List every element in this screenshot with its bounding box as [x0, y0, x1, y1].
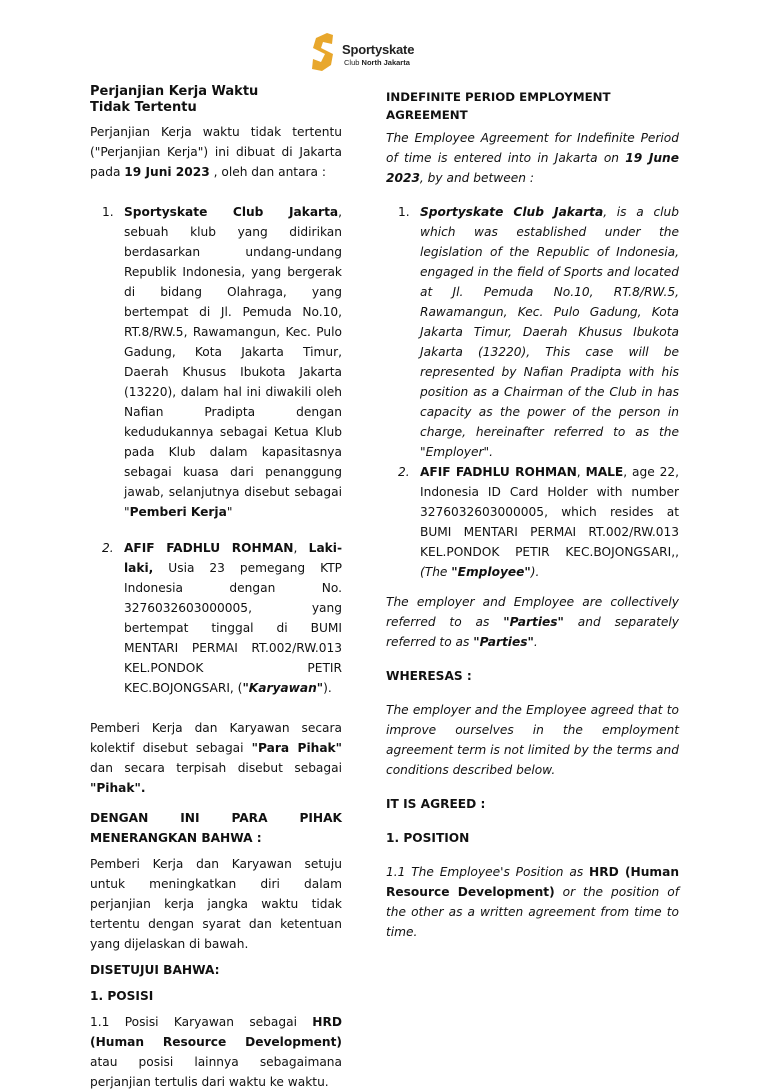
whereas-heading: DENGAN INI PARA PIHAK MENERANGKAN BAHWA :: [90, 811, 342, 845]
whereas-heading-en: WHERESAS :: [386, 669, 472, 683]
party-employee-en: 2. AFIF FADHLU ROHMAN, MALE, age 22, Indonesia ID Card Holder with number 3276032603000005, which resides at BUMI MENTARI PERMAI RT.002/RW.013 KEL.PONDOK PETIR KEC.BOJONGSARI,, (The "Employee").: [398, 465, 679, 579]
party-employer-en: 1. Sportyskate Club Jakarta, is a club which was established under the legislation of the Republic of Indonesia, engaged in the field of Sports and located at Jl. Pemuda No.10, RT.8/RW.5, Rawamangun, Kec. Pulo Gadung, Kota Jakarta Timur, Daerah Khusus Ibukota Jakarta (13220), This case will be represented by Nafian Pradipta with his position as a Chairman of the Club in has capacity as the power of the person in charge, hereinafter referred to as the "Employer".: [398, 205, 680, 459]
whereas-text: Pemberi Kerja dan Karyawan setuju untuk meningkatkan diri dalam perjanjian kerja jangka waktu tidak tertentu dengan syarat dan ketentuan yang dijelaskan di bawah.: [90, 857, 342, 951]
logo-brand: Sportyskate: [342, 42, 415, 57]
party-employer: 1. Sportyskate Club Jakarta, sebuah klub yang didirikan berdasarkan undang-undang Republik Indonesia, yang bergerak di bidang Olahraga, yang bertempat di Jl. Pemuda No.10, RT.8/RW.5, Rawamangun, Kec. Pulo Gadung, Kota Jakarta Timur, Daerah Khusus Ibukota Jakarta (13220), dalam hal ini diwakili oleh Nafian Pradipta dengan kedudukannya sebagai Ketua Klub pada Klub dalam kapasitasnya sebagai kuasa dari penanggung jawab, selanjutnya disebut sebagai "Pemberi Kerja": [102, 205, 342, 519]
position-heading-en: 1. POSITION: [386, 831, 470, 845]
position-text: 1.1 Posisi Karyawan sebagai HRD (Human Resource Development) atau posisi lainnya sebagaimana perjanjian tertulis dari waktu ke waktu.: [90, 1015, 342, 1089]
whereas-text-en: The employer and the Employee agreed that to improve ourselves in the employment agreement term is not limited by the terms and conditions described below.: [386, 703, 679, 777]
logo: [310, 30, 430, 74]
english-column: [386, 84, 679, 942]
party-employee: 2. AFIF FADHLU ROHMAN, Laki-laki, Usia 23 pemegang KTP Indonesia dengan No. 3276032603000005, yang bertempat tinggal di BUMI MENTARI PERMAI RT.002/RW.013 KEL.PONDOK PETIR KEC.BOJONGSARI, ("Karyawan").: [102, 541, 343, 695]
parties-list-en: [386, 202, 679, 582]
agreed-heading-en: IT IS AGREED :: [386, 797, 486, 811]
intro-paragraph-en: The Employee Agreement for Indefinite Period of time is entered into in Jakarta on 19 June 2023, by and between :: [386, 131, 679, 185]
sportyskate-s-icon: [310, 32, 336, 72]
indonesian-column: [90, 84, 342, 1092]
position-text-en: 1.1 The Employee's Position as HRD (Human Resource Development) or the position of the other as a written agreement from time to time.: [386, 865, 679, 939]
parties-definition-en: The employer and Employee are collectively referred to as "Parties" and separately referred to as "Parties".: [386, 595, 679, 649]
position-heading: 1. POSISI: [90, 989, 154, 1003]
indonesian-title: Perjanjian Kerja Waktu Tidak Tertentu: [90, 84, 259, 115]
parties-definition: Pemberi Kerja dan Karyawan secara kolektif disebut sebagai "Para Pihak" dan secara terpisah disebut sebagai "Pihak".: [90, 721, 343, 795]
parties-list: [90, 202, 342, 698]
logo-subtitle: Club North Jakarta: [344, 58, 410, 67]
agreed-heading: DISETUJUI BAHWA:: [90, 963, 220, 977]
english-title: INDEFINITE PERIOD EMPLOYMENT AGREEMENT: [386, 90, 611, 122]
intro-paragraph: Perjanjian Kerja waktu tidak tertentu ("Perjanjian Kerja") ini dibuat di Jakarta pada 19 Juni 2023 , oleh dan antara :: [90, 125, 342, 179]
